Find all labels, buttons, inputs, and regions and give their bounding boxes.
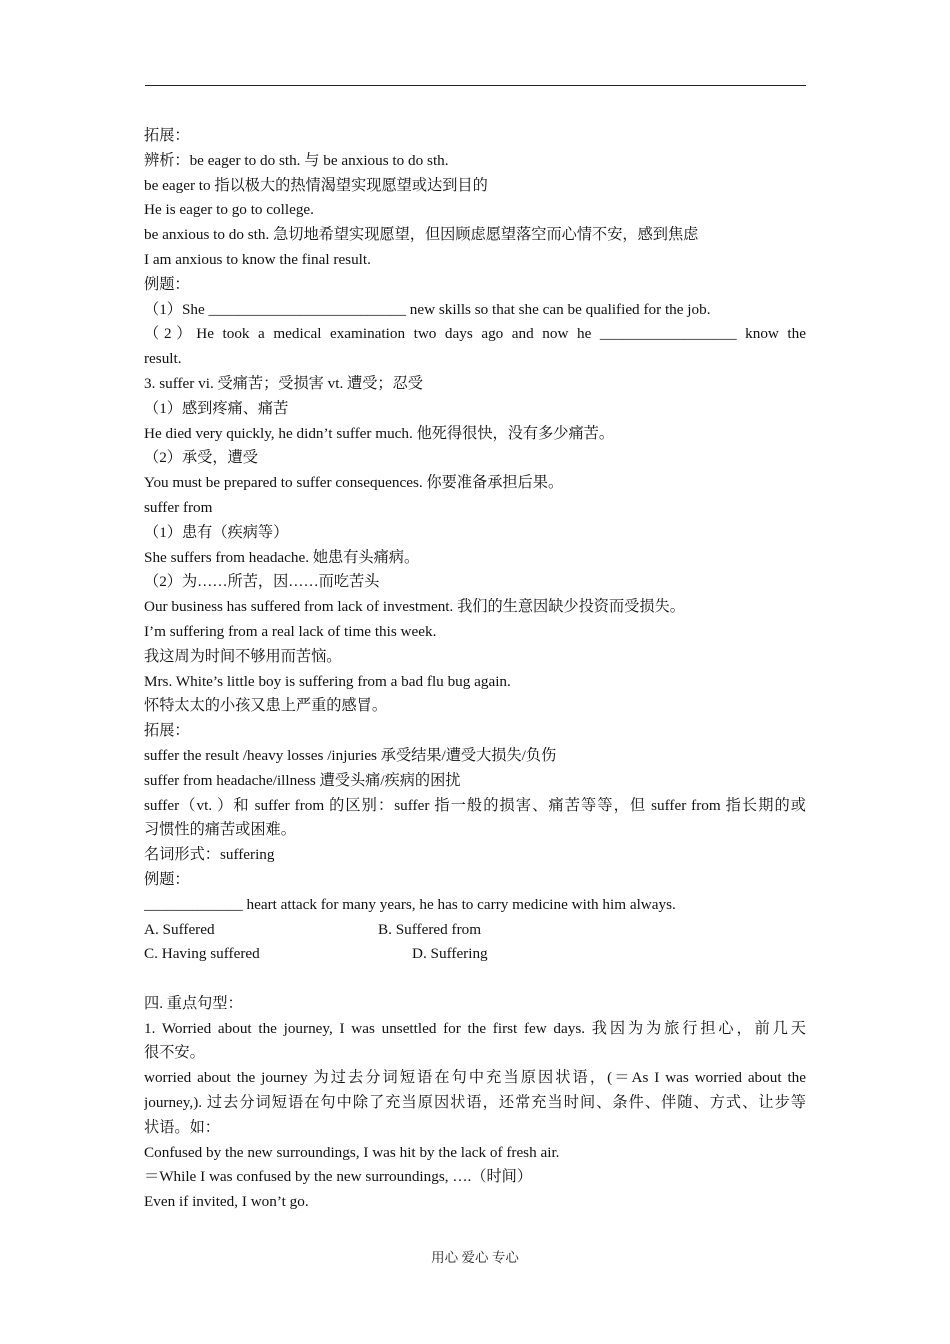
example-sentence: You must be prepared to suffer consequences. 你要准备承担后果。 [144,474,564,492]
exercise-heading: 例题： [144,275,190,293]
option-d: D. Suffering [412,945,488,963]
example-sentence: I’m suffering from a real lack of time this week. [144,622,437,640]
example-sentence: ＝While I was confused by the new surroundings, ….（时间） [144,1168,533,1186]
example-sentence: Confused by the new surroundings, I was hit by the lack of fresh air. [144,1143,560,1161]
text-line: 习惯性的痛苦或困难。 [144,821,296,839]
exercise-item: （2）He took a medical examination two days ago and now he __________________ know the [144,325,806,343]
text-line: 辨析：be eager to do sth. 与 be anxious to do sth. [144,151,449,169]
phrase-heading: suffer from [144,498,213,516]
sense-heading: （1）感到疼痛、痛苦 [144,399,289,417]
key-sentence: 1. Worried about the journey, I was unsettled for the first few days. 我因为为旅行担心，前几天 [144,1019,806,1037]
sense-heading: （2）承受，遭受 [144,449,258,467]
sense-heading: （1）患有（疾病等） [144,523,289,541]
key-sentence-continued: 很不安。 [144,1044,205,1062]
text-line: be eager to 指以极大的热情渴望实现愿望或达到目的 [144,176,488,194]
header-rule [145,85,806,86]
page-footer: 用心 爱心 专心 [431,1250,519,1265]
options-row-ab [144,918,806,943]
extension-heading: 拓展： [144,127,190,144]
example-sentence: Mrs. White’s little boy is suffering from a bad flu bug again. [144,672,511,690]
example-translation: 我这周为时间不够用而苦恼。 [144,647,342,665]
text-line: journey,). 过去分词短语在句中除了充当原因状语，还常充当时间、条件、伴随、方式、让步等 [144,1094,806,1112]
noun-form: 名词形式：suffering [144,846,275,864]
exercise-heading: 例题： [144,870,190,888]
document-body [144,124,806,1215]
text-line: suffer（vt. ）和 suffer from 的区别：suffer 指一般的损害、痛苦等等，但 suffer from 指长期的或 [144,796,806,814]
example-translation: 怀特太太的小孩又患上严重的感冒。 [144,697,387,715]
option-b: B. Suffered from [378,920,482,938]
sense-heading: （2）为……所苦，因……而吃苦头 [144,573,380,591]
exercise-item-continued: result. [144,350,182,368]
extension-heading: 拓展： [144,722,190,740]
text-line: suffer from headache/illness 遭受头痛/疾病的困扰 [144,771,461,789]
example-sentence: He is eager to go to college. [144,201,314,219]
options-row-cd [144,942,806,967]
text-line: worried about the journey 为过去分词短语在句中充当原因状语，(＝As I was worried about the [144,1069,806,1087]
exercise-item: _____________ heart attack for many years, he has to carry medicine with him always. [144,895,676,913]
option-a: A. Suffered [144,920,215,938]
vocab-heading: 3. suffer vi. 受痛苦；受损害 vt. 遭受；忍受 [144,374,423,392]
example-sentence: Even if invited, I won’t go. [144,1193,309,1211]
example-sentence: She suffers from headache. 她患有头痛病。 [144,548,420,566]
text-line: 状语。如： [144,1118,220,1136]
example-sentence: He died very quickly, he didn’t suffer much. 他死得很快，没有多少痛苦。 [144,424,615,442]
option-c: C. Having suffered [144,945,260,963]
blank-line [144,967,806,992]
text-line: suffer the result /heavy losses /injuries 承受结果/遭受大损失/负伤 [144,746,557,764]
example-sentence: I am anxious to know the final result. [144,250,371,268]
section-heading: 四. 重点句型： [144,994,243,1012]
example-sentence: Our business has suffered from lack of investment. 我们的生意因缺少投资而受损失。 [144,598,685,616]
text-line: be anxious to do sth. 急切地希望实现愿望，但因顾虑愿望落空而心情不安，感到焦虑 [144,226,699,244]
exercise-item: （1）She __________________________ new skills so that she can be qualified for the job. [144,300,711,318]
